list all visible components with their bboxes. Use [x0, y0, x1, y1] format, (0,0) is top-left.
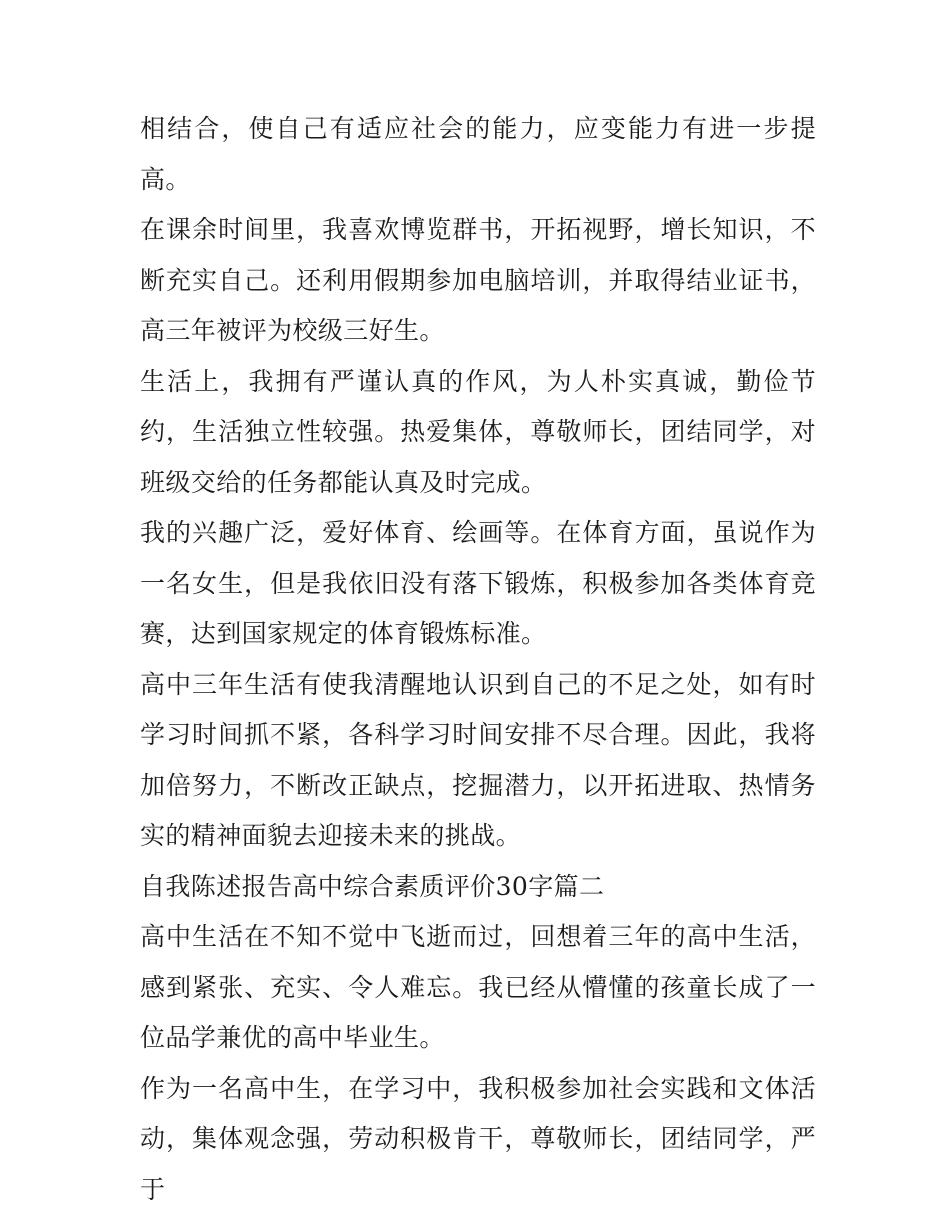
paragraph-6: 高中生活在不知不觉中飞逝而过，回想着三年的高中生活，感到紧张、充实、令人难忘。我已经从懵懂的孩童长成了一位品学兼优的高中毕业生。: [140, 922, 816, 1052]
document-body: [140, 104, 816, 1215]
paragraph-4: 我的兴趣广泛，爱好体育、绘画等。在体育方面，虽说作为一名女生，但是我依旧没有落下锻炼，积极参加各类体育竞赛，达到国家规定的体育锻炼标准。: [140, 518, 816, 648]
paragraph-1: 相结合，使自己有适应社会的能力，应变能力有进一步提高。: [140, 114, 816, 194]
paragraph-7: 作为一名高中生，在学习中，我积极参加社会实践和文体活动，集体观念强，劳动积极肯干，尊敬师长，团结同学，严于: [140, 1073, 816, 1204]
section-heading: 自我陈述报告高中综合素质评价30字篇二: [140, 871, 605, 901]
paragraph-5: 高中三年生活有使我清醒地认识到自己的不足之处，如有时学习时间抓不紧，各科学习时间安排不尽合理。因此，我将加倍努力，不断改正缺点，挖掘潜力，以开拓进取、热情务实的精神面貌去迎接未来的挑战。: [140, 669, 816, 850]
paragraph-3: 生活上，我拥有严谨认真的作风，为人朴实真诚，勤俭节约，生活独立性较强。热爱集体，尊敬师长，团结同学，对班级交给的任务都能认真及时完成。: [140, 366, 816, 497]
paragraph-2: 在课余时间里，我喜欢博览群书，开拓视野，增长知识，不断充实自己。还利用假期参加电脑培训，并取得结业证书，高三年被评为校级三好生。: [140, 215, 816, 345]
